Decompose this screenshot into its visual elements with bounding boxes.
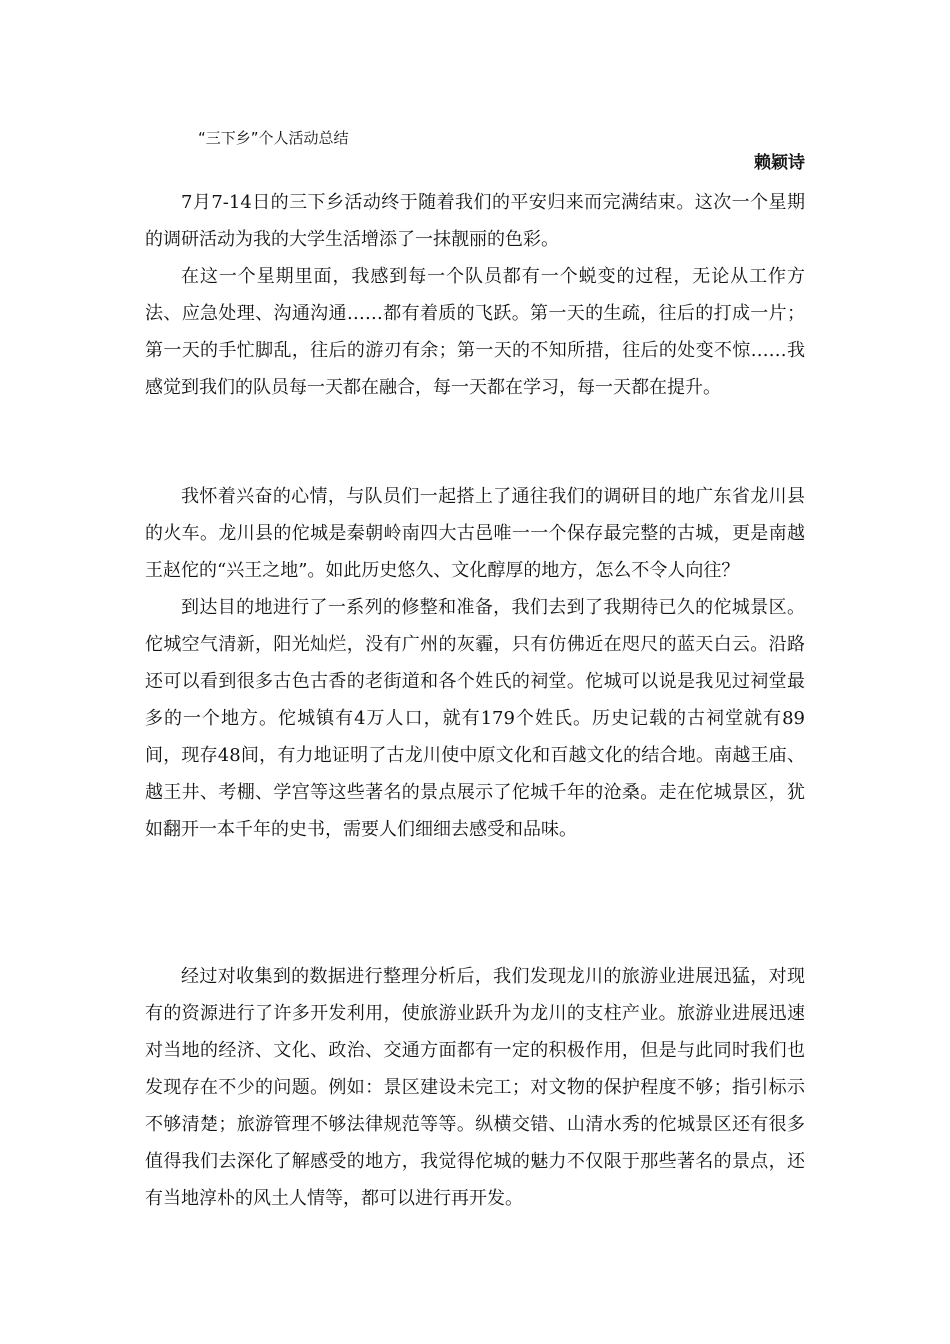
paragraph: 经过对收集到的数据进行整理分析后，我们发现龙川的旅游业进展迅猛，对现有的资源进行了许多开发利用，使旅游业跃升为龙川的支柱产业。旅游业进展迅速对当地的经济、文化、政治、交通方面都有一定的积极作用，但是与此同时我们也发现存在不少的问题。例如：景区建设未完工；对文物的保护程度不够；指引标示不够清楚；旅游管理不够法律规范等等。纵横交错、山清水秀的佗城景区还有很多值得我们去深化了解感受的地方，我觉得佗城的魅力不仅限于那些著名的景点，还有当地淳朴的风土人情等，都可以进行再开发。 (145, 966, 805, 1209)
paragraph: 在这一个星期里面，我感到每一个队员都有一个蜕变的过程，无论从工作方法、应急处理、沟通沟通……都有着质的飞跃。第一天的生疏，往后的打成一片；第一天的手忙脚乱，往后的游刃有余；第一天的不知所措，往后的处变不惊……我感觉到我们的队员每一天都在融合，每一天都在学习，每一天都在提升。 (145, 266, 805, 398)
body-section-3 (145, 958, 805, 1217)
paragraph: 我怀着兴奋的心情，与队员们一起搭上了通往我们的调研目的地广东省龙川县的火车。龙川县的佗城是秦朝岭南四大古邑唯一一个保存最完整的古城，更是南越王赵佗的“兴王之地”。如此历史悠久、文化醇厚的地方，怎么不令人向往？ (145, 486, 805, 581)
author-name: 赖颖诗 (754, 153, 805, 173)
body-section-1 (145, 184, 805, 406)
document-title: “三下乡”个人活动总结 (198, 129, 349, 147)
paragraph: 7月7-14日的三下乡活动终于随着我们的平安归来而完满结束。这次一个星期的调研活动为我的大学生活增添了一抹靓丽的色彩。 (145, 192, 805, 250)
paragraph: 到达目的地进行了一系列的修整和准备，我们去到了我期待已久的佗城景区。佗城空气清新，阳光灿烂，没有广州的灰霾，只有仿佛近在咫尺的蓝天白云。沿路还可以看到很多古色古香的老街道和各个姓氏的祠堂。佗城可以说是我见过祠堂最多的一个地方。佗城镇有4万人口，就有179个姓氏。历史记载的古祠堂就有89间，现存48间，有力地证明了古龙川使中原文化和百越文化的结合地。南越王庙、越王井、考棚、学宫等这些著名的景点展示了佗城千年的沧桑。走在佗城景区，犹如翻开一本千年的史书，需要人们细细去感受和品味。 (145, 597, 805, 840)
body-section-2 (145, 478, 805, 848)
